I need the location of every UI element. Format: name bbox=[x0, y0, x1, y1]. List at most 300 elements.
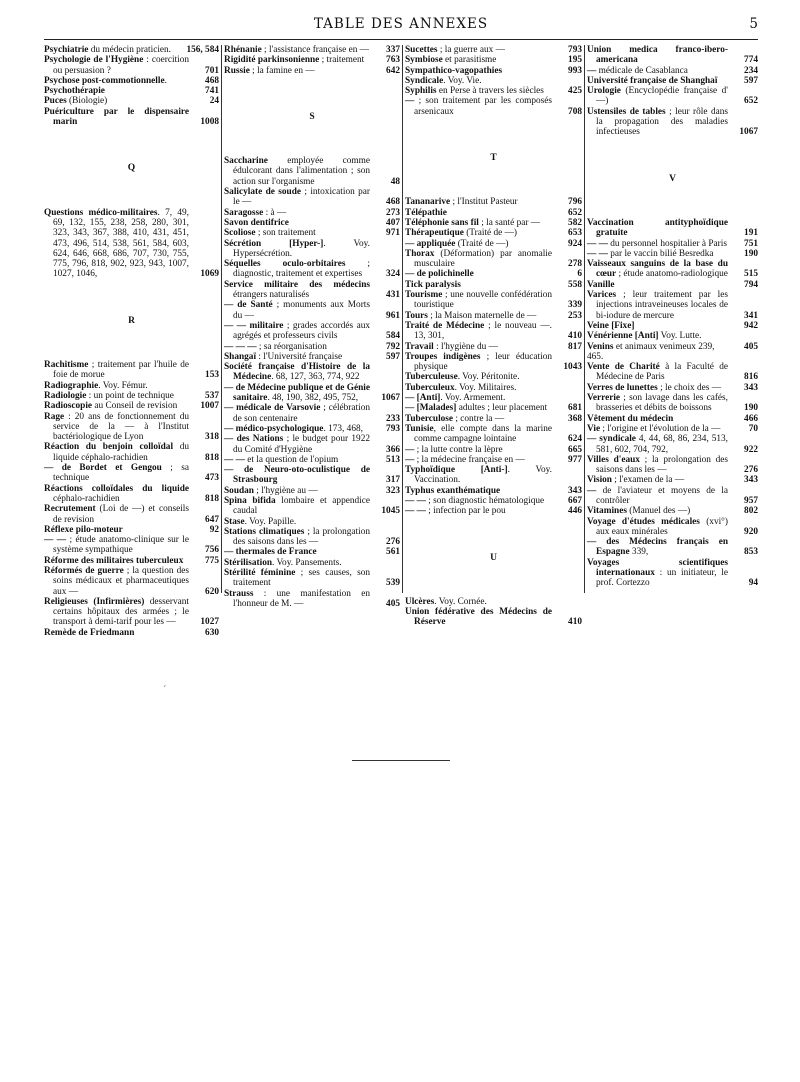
entry-page: 756 bbox=[205, 545, 219, 556]
index-entry bbox=[405, 218, 582, 228]
entry-keyword: Vitamines bbox=[587, 506, 627, 517]
entry-text: ; intoxication par le — bbox=[233, 187, 370, 208]
entry-text: . Voy. Fémur. bbox=[98, 380, 148, 391]
index-entry bbox=[44, 208, 219, 280]
entry-text: ; le nouveau —. 13, 301, bbox=[414, 320, 552, 342]
entry-keyword: Stérilité féminine bbox=[224, 568, 296, 579]
entry-page: 652 bbox=[568, 207, 582, 218]
index-entry bbox=[224, 547, 400, 557]
entry-keyword: Typhoïdique [Anti-] bbox=[405, 465, 508, 476]
entry-text: ; infection par le pou bbox=[425, 506, 506, 517]
index-entry bbox=[224, 342, 400, 352]
entry-page: 793 bbox=[568, 45, 582, 55]
index-entry bbox=[405, 321, 582, 342]
index-entry bbox=[224, 527, 400, 548]
entry-page: 775 bbox=[205, 555, 219, 566]
index-entry bbox=[224, 218, 400, 228]
index-entry bbox=[405, 445, 582, 455]
entry-page: 466 bbox=[744, 413, 758, 424]
entry-keyword: Vaisseaux sanguins de la base du cœur bbox=[587, 259, 728, 280]
entry-page: 273 bbox=[386, 207, 400, 218]
entry-text: ; son traitement bbox=[255, 228, 316, 239]
index-entry bbox=[587, 239, 758, 249]
entry-page: 190 bbox=[744, 403, 758, 414]
entry-text: ; la prolongation des saisons dans les — bbox=[233, 526, 370, 548]
entry-page: 920 bbox=[744, 526, 758, 537]
entry-keyword: Stations climatiques bbox=[224, 526, 305, 537]
entry-page: 647 bbox=[205, 514, 219, 525]
entry-page: 792 bbox=[386, 341, 400, 352]
index-entry bbox=[224, 156, 400, 187]
entry-text: du médecin praticien. bbox=[88, 45, 172, 55]
index-entry bbox=[405, 342, 582, 352]
index-entry bbox=[224, 55, 400, 65]
entry-page: 341 bbox=[744, 310, 758, 321]
index-entry bbox=[44, 463, 219, 484]
index-entry bbox=[405, 383, 582, 393]
entry-keyword: Rigidité parkinsonienne bbox=[224, 55, 320, 66]
entry-page: 343 bbox=[744, 382, 758, 393]
entry-page: 1043 bbox=[563, 362, 582, 373]
entry-keyword: — syndicale bbox=[587, 434, 636, 445]
index-column-1 bbox=[44, 45, 219, 638]
index-entry bbox=[224, 300, 400, 321]
entry-page: 468 bbox=[386, 197, 400, 208]
entry-keyword: — des Médecins français en Espagne bbox=[587, 537, 728, 558]
entry-keyword: — médico-psychologique bbox=[224, 423, 324, 434]
entry-text: en Perse à travers les siècles bbox=[436, 86, 544, 97]
entry-text: ; diagnostic, traitement et expertises bbox=[233, 259, 370, 280]
entry-page: 942 bbox=[744, 320, 758, 331]
column-divider bbox=[221, 45, 222, 593]
index-entry bbox=[44, 76, 219, 86]
index-entry bbox=[587, 280, 758, 290]
index-entry bbox=[224, 424, 400, 434]
entry-keyword: Questions médico-militaires bbox=[44, 207, 158, 218]
index-entry bbox=[405, 290, 582, 311]
entry-keyword: Travail bbox=[405, 341, 434, 352]
entry-keyword: Puériculture par le dispensaire marin bbox=[44, 106, 189, 128]
entry-text: . Voy. Vaccination. bbox=[414, 465, 552, 486]
entry-keyword: Stérilisation bbox=[224, 557, 273, 568]
entry-page: 473 bbox=[205, 473, 219, 484]
entry-text: : 20 ans de fonctionnement du service de la — à l'Institut bactériologique de Lyon bbox=[53, 411, 189, 443]
entry-text: . Voy. Vie. bbox=[443, 75, 482, 86]
entry-text: ; l'examen de la — bbox=[611, 475, 685, 486]
ink-speck: ´ bbox=[162, 686, 167, 696]
entry-keyword: — de Santé bbox=[224, 300, 273, 311]
entry-text: ; célébration de son centenaire bbox=[233, 403, 370, 424]
entry-text: . Voy. Armement. bbox=[440, 393, 506, 404]
entry-page: 323 bbox=[386, 485, 400, 496]
entry-keyword: Réformés de guerre bbox=[44, 565, 124, 576]
entry-page: 597 bbox=[744, 75, 758, 86]
entry-keyword: Strauss bbox=[224, 588, 254, 599]
entry-keyword: Syphilis bbox=[405, 86, 437, 97]
index-entry bbox=[405, 486, 582, 496]
entry-keyword: Stase bbox=[224, 516, 245, 527]
index-entry bbox=[224, 465, 400, 486]
entry-text: : un point de technique bbox=[86, 390, 174, 401]
entry-page: 818 bbox=[205, 493, 219, 504]
entry-page: 794 bbox=[744, 279, 758, 290]
entry-keyword: Varices bbox=[587, 290, 617, 301]
index-entry bbox=[44, 525, 219, 535]
entry-page: 343 bbox=[744, 475, 758, 486]
entry-keyword: Tananarive bbox=[405, 197, 451, 208]
entry-keyword: Symbiose bbox=[405, 55, 443, 66]
entry-keyword: Russie bbox=[224, 65, 250, 76]
index-entry bbox=[224, 187, 400, 208]
entry-keyword: Voyage d'études médicales bbox=[587, 516, 700, 527]
index-entry bbox=[44, 412, 219, 443]
entry-text: ; leur éducation physique bbox=[414, 351, 552, 373]
index-entry bbox=[224, 208, 400, 218]
entry-keyword: Tunisie bbox=[405, 423, 434, 434]
entry-page: 410 bbox=[568, 331, 582, 342]
index-entry bbox=[224, 589, 400, 610]
entry-keyword: Union fédérative des Médecins de Réserve bbox=[405, 607, 552, 628]
entry-page: 24 bbox=[209, 96, 219, 107]
entry-keyword: Vêtement du médecin bbox=[587, 413, 674, 424]
index-entry bbox=[224, 558, 400, 568]
entry-text: . 68, 127, 363, 774, 922 bbox=[271, 372, 360, 383]
index-entry bbox=[587, 383, 758, 393]
entry-page: 816 bbox=[744, 372, 758, 383]
entry-page: 957 bbox=[744, 495, 758, 506]
entry-page: 431 bbox=[386, 290, 400, 301]
index-entry bbox=[587, 45, 758, 66]
entry-page: 620 bbox=[205, 586, 219, 597]
entry-page: 195 bbox=[568, 55, 582, 66]
index-entry bbox=[405, 96, 582, 117]
entry-text: . Voy. Cornée. bbox=[434, 596, 487, 607]
entry-text: ; son traitement par les composés arsenicaux bbox=[414, 96, 552, 117]
entry-keyword: Vénérienne [Anti] bbox=[587, 331, 659, 342]
entry-page: 624 bbox=[568, 434, 582, 445]
entry-page: 156, 584 bbox=[186, 45, 219, 55]
entry-text: : une manifestation en l'honneur de M. — bbox=[233, 588, 370, 609]
entry-text: employée comme édulcorant dans l'alimentation ; son action sur l'organisme bbox=[233, 156, 370, 187]
entry-keyword: Rage bbox=[44, 411, 65, 422]
entry-keyword: Télépathie bbox=[405, 207, 447, 218]
index-entry bbox=[587, 517, 758, 538]
section-letter: U bbox=[490, 552, 497, 563]
entry-keyword: Psychologie de l'Hygiène bbox=[44, 55, 144, 66]
entry-text: ; la santé par — bbox=[478, 217, 541, 228]
entry-keyword: Ustensiles de tables bbox=[587, 106, 666, 117]
section-letter: R bbox=[128, 315, 135, 326]
entry-keyword: Séquelles oculo-orbitaires bbox=[224, 259, 346, 270]
entry-page: 653 bbox=[568, 228, 582, 239]
entry-page: 665 bbox=[568, 444, 582, 455]
entry-text: ; ses causes, son traitement bbox=[233, 568, 370, 589]
entry-page: 539 bbox=[386, 578, 400, 589]
entry-text: ; leur rôle dans la propagation des maladies infectieuses bbox=[596, 106, 728, 138]
entry-keyword: Rachitisme bbox=[44, 360, 89, 371]
entry-text: . 7, 49, 69, 132, 155, 238, 258, 280, 301, 323, 343, 367, 388, 410, 431, 451, 473, 496, 514, 538, 561, 584, 603, 624, 646, 668, 686, 707, 730, 755, 775, 796, 818, 902, 923, 943, 1007, 1027, 1046, bbox=[53, 207, 189, 280]
entry-keyword: Téléphonie sans fil bbox=[405, 217, 479, 228]
index-entry bbox=[44, 504, 219, 525]
entry-keyword: Syndicale bbox=[405, 75, 444, 86]
index-entry bbox=[44, 597, 219, 628]
index-entry bbox=[405, 86, 582, 96]
entry-keyword: Ulcères bbox=[405, 596, 435, 607]
entry-page: 701 bbox=[205, 65, 219, 76]
index-entry bbox=[587, 259, 758, 280]
column-divider bbox=[402, 45, 403, 593]
entry-keyword: Recrutement bbox=[44, 504, 96, 515]
entry-keyword: Typhus exanthématique bbox=[405, 485, 501, 496]
entry-text: adultes ; leur placement bbox=[456, 403, 548, 414]
entry-keyword: Vaccination antityphoïdique gratuite bbox=[587, 217, 728, 239]
index-entry bbox=[587, 455, 758, 476]
entry-text: médicale de Casablanca bbox=[596, 65, 688, 76]
entry-text: ; étude anatomo-radiologique bbox=[616, 269, 728, 280]
entry-text: ; l'Institut Pasteur bbox=[450, 197, 518, 208]
index-entry bbox=[44, 96, 219, 106]
index-entry bbox=[587, 331, 758, 341]
entry-page: 537 bbox=[205, 390, 219, 401]
index-entry bbox=[224, 568, 400, 589]
entry-page: 961 bbox=[386, 310, 400, 321]
entry-page: 993 bbox=[568, 65, 582, 76]
entry-page: 468 bbox=[205, 75, 219, 86]
entry-keyword: Puces bbox=[44, 96, 67, 107]
index-entry bbox=[224, 496, 400, 517]
index-entry bbox=[587, 475, 758, 485]
entry-keyword: — de Médecine publique et de Génie sanitaire bbox=[224, 382, 370, 404]
entry-text: céphalo-rachidien bbox=[53, 493, 120, 504]
entry-keyword: — de Bordet et Gengou bbox=[44, 463, 162, 474]
entry-keyword: — — — bbox=[224, 341, 257, 352]
entry-page: 584 bbox=[386, 331, 400, 342]
index-entry bbox=[44, 360, 219, 381]
entry-text: ; son lavage dans les cafés, brasseries et débits de boissons bbox=[596, 393, 728, 414]
entry-text: (Traité de —) bbox=[455, 238, 509, 249]
entry-page: 343 bbox=[568, 485, 582, 496]
index-entry bbox=[224, 280, 400, 301]
entry-keyword: Université française de Shanghaï bbox=[587, 75, 718, 86]
entry-keyword: — [Malades] bbox=[405, 403, 457, 414]
entry-page: 515 bbox=[744, 269, 758, 280]
index-entry bbox=[224, 352, 400, 362]
entry-keyword: — — bbox=[405, 495, 426, 506]
index-entry bbox=[44, 45, 219, 55]
entry-page: 366 bbox=[386, 444, 400, 455]
entry-page: 561 bbox=[386, 547, 400, 558]
entry-text: du personnel hospitalier à Paris bbox=[607, 238, 727, 249]
entry-keyword: Sucettes bbox=[405, 45, 438, 55]
index-entry bbox=[587, 249, 758, 259]
entry-text: par le vaccin bilié Besredka bbox=[607, 248, 714, 259]
entry-keyword: Psychose post-commotionnelle bbox=[44, 75, 165, 86]
index-entry bbox=[405, 455, 582, 465]
entry-keyword: — — bbox=[224, 454, 245, 465]
entry-text: . bbox=[164, 75, 167, 86]
entry-text: ; une nouvelle confédération touristique bbox=[414, 290, 552, 311]
page-number: 5 bbox=[749, 16, 758, 32]
entry-text: : à — bbox=[263, 207, 287, 218]
entry-page: 1027 bbox=[200, 617, 219, 628]
entry-text: . 173, 468, bbox=[323, 423, 363, 434]
entry-keyword: Traité de Médecine bbox=[405, 320, 485, 331]
entry-keyword: Religieuses (Infirmières) bbox=[44, 596, 145, 607]
index-entry bbox=[224, 259, 400, 280]
entry-keyword: Tuberculeuse bbox=[405, 372, 458, 383]
entry-page: 922 bbox=[744, 444, 758, 455]
entry-keyword: Vente de Charité bbox=[587, 362, 660, 373]
index-entry bbox=[587, 362, 758, 383]
index-entry bbox=[224, 66, 400, 76]
index-entry bbox=[405, 607, 582, 628]
entry-keyword: — bbox=[405, 454, 415, 465]
entry-page: 317 bbox=[386, 475, 400, 486]
entry-page: 339 bbox=[568, 300, 582, 311]
entry-keyword: Sécrétion [Hyper-] bbox=[224, 238, 324, 249]
entry-keyword: Remède de Friedmann bbox=[44, 627, 135, 638]
entry-keyword: Villes d'eaux bbox=[587, 454, 640, 465]
entry-text: ; le budget pour 1922 du Comité d'Hygiène bbox=[233, 434, 370, 455]
index-entry bbox=[587, 424, 758, 434]
entry-keyword: — [Anti] bbox=[405, 393, 441, 404]
index-entry bbox=[44, 442, 219, 463]
index-entry bbox=[587, 393, 758, 414]
entry-keyword: — — bbox=[405, 506, 426, 517]
index-entry bbox=[224, 455, 400, 465]
entry-page: 853 bbox=[744, 547, 758, 558]
entry-keyword: Radiologie bbox=[44, 390, 87, 401]
entry-keyword: Spina bifida bbox=[224, 495, 276, 506]
index-entry bbox=[224, 321, 400, 342]
index-entry bbox=[224, 517, 400, 527]
entry-text: (Encyclopédie française d' —) bbox=[596, 86, 728, 107]
entry-page: 70 bbox=[748, 423, 758, 434]
entry-text: (Biologie) bbox=[66, 96, 108, 107]
entry-page: 446 bbox=[568, 506, 582, 517]
entry-page: 153 bbox=[205, 370, 219, 381]
entry-keyword: Réaction du benjoin colloïdal bbox=[44, 442, 174, 453]
entry-text: ; traitement par l'huile de foie de morue bbox=[53, 360, 189, 381]
running-title: TABLE DES ANNEXES bbox=[313, 16, 489, 32]
entry-keyword: Shangaï bbox=[224, 351, 257, 362]
index-entry bbox=[44, 55, 219, 76]
entry-keyword: — de Neuro-oto-oculistique de Strasbourg bbox=[224, 465, 370, 486]
entry-keyword: Troupes indigènes bbox=[405, 351, 481, 362]
entry-text: : l'hygiène du — bbox=[433, 341, 498, 352]
index-entry bbox=[405, 45, 582, 55]
entry-keyword: — médicale de Varsovie bbox=[224, 403, 321, 414]
entry-text: (Traité de —) bbox=[463, 228, 517, 239]
entry-text: lombaire et appendice caudal bbox=[233, 495, 370, 517]
entry-keyword: Tuberculeux bbox=[405, 382, 455, 393]
index-entry bbox=[405, 424, 582, 445]
entry-keyword: Voyages scientifiques internationaux bbox=[587, 557, 728, 579]
index-entry bbox=[405, 414, 582, 424]
index-entry bbox=[405, 249, 582, 270]
entry-page: 924 bbox=[568, 238, 582, 249]
entry-keyword: Tourisme bbox=[405, 290, 443, 301]
entry-page: 92 bbox=[209, 524, 219, 535]
entry-text: ; sa réorganisation bbox=[256, 341, 327, 352]
entry-page: 774 bbox=[744, 55, 758, 66]
entry-text: ; la prolongation des saisons dans les — bbox=[596, 454, 728, 476]
entry-text: à la Faculté de Médecine de Paris bbox=[596, 362, 728, 383]
entry-text: (Déformation) par anomalie musculaire bbox=[414, 248, 552, 270]
index-entry bbox=[587, 76, 758, 86]
entry-keyword: Tuberculose bbox=[405, 413, 454, 424]
index-entry bbox=[44, 535, 219, 556]
entry-text: (Loi de —) et conseils de revision bbox=[53, 504, 189, 525]
entry-text: 465. bbox=[587, 351, 604, 362]
entry-keyword: Radioscopie bbox=[44, 401, 93, 412]
index-entry bbox=[44, 401, 219, 411]
entry-page: 94 bbox=[748, 578, 758, 589]
index-entry bbox=[587, 506, 758, 516]
index-columns bbox=[44, 45, 758, 638]
entry-page: 630 bbox=[205, 627, 219, 638]
index-entry bbox=[587, 434, 758, 455]
section-letter: V bbox=[669, 173, 676, 184]
entry-keyword: Veine [Fixe] bbox=[587, 320, 635, 331]
entry-text: . Voy. Pansements. bbox=[272, 557, 342, 568]
entry-page: 253 bbox=[568, 310, 582, 321]
entry-text: . Voy. Hypersécrétion. bbox=[233, 238, 371, 259]
index-entry bbox=[405, 372, 582, 382]
entry-text: ; la question des soins médicaux et pharmaceutiques aux — bbox=[53, 565, 189, 597]
entry-keyword: — des Nations bbox=[224, 434, 284, 445]
entry-page: 233 bbox=[386, 413, 400, 424]
index-column-3 bbox=[405, 45, 582, 628]
entry-text: ; étude anatomo-clinique sur le système sympathique bbox=[53, 535, 190, 556]
entry-keyword: — bbox=[405, 444, 415, 455]
entry-text: et animaux venimeux 239, bbox=[613, 341, 715, 352]
section-letter: T bbox=[490, 153, 497, 164]
entry-text: et parasitisme bbox=[442, 55, 497, 66]
entry-page: 368 bbox=[568, 413, 582, 424]
entry-page: 558 bbox=[568, 279, 582, 290]
entry-keyword: Sympathico-vagopathies bbox=[405, 65, 503, 76]
entry-text: (xvi°) aux eaux minérales bbox=[596, 516, 728, 537]
entry-keyword: Venins bbox=[587, 341, 614, 352]
index-entry bbox=[224, 362, 400, 383]
entry-text: ; la guerre aux — bbox=[437, 45, 505, 55]
entry-text: , elle compte dans la marine comme campagne lointaine bbox=[414, 423, 552, 445]
entry-keyword: Société française d'Histoire de la Médecine bbox=[224, 362, 370, 383]
entry-keyword: — thermales de France bbox=[224, 547, 317, 558]
entry-text: 4, 44, 68, 86, 234, 513, 581, 602, 704, 792, bbox=[596, 434, 728, 455]
index-entry bbox=[587, 342, 758, 352]
entry-page: 276 bbox=[386, 537, 400, 548]
index-entry bbox=[587, 486, 758, 507]
entry-keyword: — — bbox=[44, 535, 67, 546]
index-entry bbox=[44, 628, 219, 638]
entry-page: 405 bbox=[386, 598, 400, 609]
entry-page: 425 bbox=[568, 86, 582, 97]
entry-page: 405 bbox=[744, 341, 758, 352]
entry-keyword: — appliquée bbox=[405, 238, 456, 249]
entry-page: 796 bbox=[568, 197, 582, 208]
index-entry bbox=[44, 381, 219, 391]
entry-text: ; le choix des — bbox=[657, 382, 722, 393]
index-entry bbox=[587, 290, 758, 321]
entry-page: 337 bbox=[386, 45, 400, 55]
index-entry bbox=[587, 558, 758, 589]
index-entry bbox=[224, 228, 400, 238]
entry-text: : coercition ou persuasion ? bbox=[53, 55, 189, 76]
entry-text: ; la famine en — bbox=[249, 65, 315, 76]
entry-page: 708 bbox=[568, 106, 582, 117]
